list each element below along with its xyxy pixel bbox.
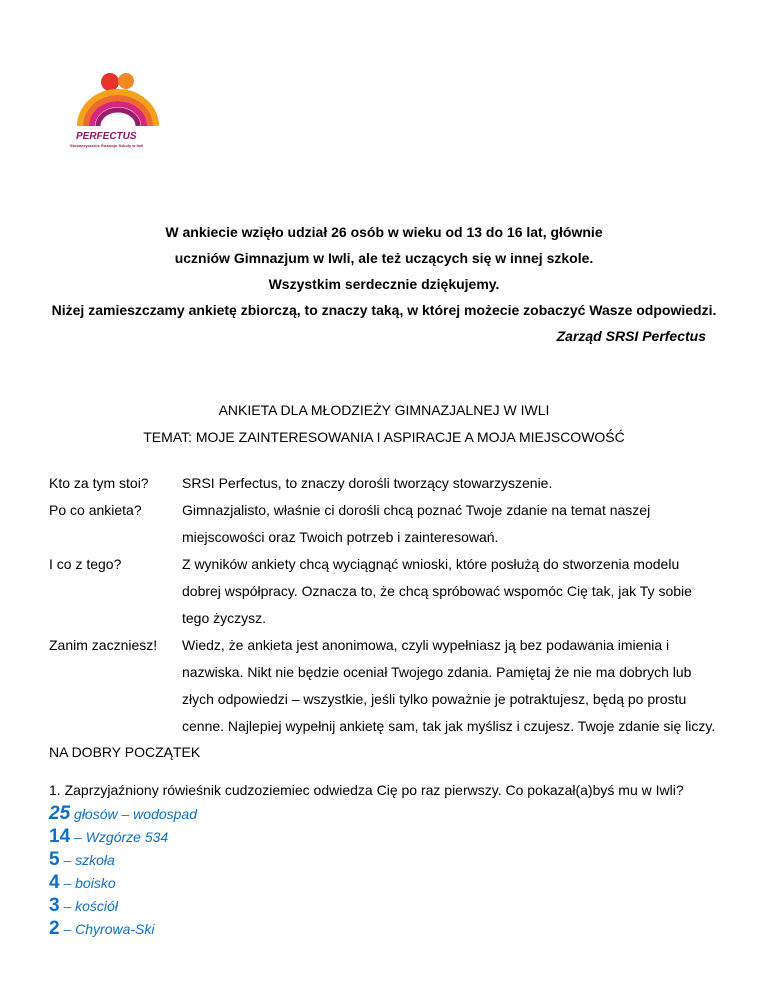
qa-question: Kto za tym stoi? — [49, 475, 149, 491]
answer-item — [49, 871, 197, 894]
answer-count: 14 — [49, 826, 71, 847]
qa-answer — [182, 497, 749, 551]
answer-item — [49, 802, 197, 825]
qa-row — [49, 470, 749, 497]
logo-subtitle: Stowarzyszenie Rozwoju Szkoły w Iwli — [70, 143, 143, 148]
answer-item — [49, 825, 197, 848]
answer-text: – boisko — [59, 875, 116, 891]
qa-answer — [182, 632, 749, 740]
survey-title: ANKIETA DLA MŁODZIEŻY GIMNAZJALNEJ W IWLI — [218, 402, 550, 418]
logo-graphic — [58, 68, 168, 158]
answer-item — [49, 848, 197, 871]
qa-row — [49, 632, 749, 740]
qa-answer-line: cenne. Najlepiej wypełnij ankietę sam, tak jak myślisz i czujesz. Twoje zdanie się liczy. — [182, 718, 716, 734]
survey-topic: TEMAT: MOJE ZAINTERESOWANIA I ASPIRACJE A MOJA MIEJSCOWOŚĆ — [143, 429, 625, 445]
qa-question: Zanim zaczniesz! — [49, 637, 158, 653]
answer-text: – szkoła — [59, 852, 115, 868]
answer-text: – kościół — [59, 898, 118, 914]
answer-count: 5 — [49, 849, 60, 870]
section-heading: NA DOBRY POCZĄTEK — [49, 744, 201, 760]
qa-answer-line: miejscowości oraz Twoich potrzeb i zainteresowań. — [182, 529, 499, 545]
answer-item — [49, 894, 197, 917]
qa-row — [49, 551, 749, 632]
perfectus-logo — [58, 68, 168, 158]
qa-answer — [182, 470, 749, 497]
answer-count: 2 — [49, 918, 60, 939]
qa-answer-line: Z wyników ankiety chcą wyciągnąć wnioski, które posłużą do stworzenia modelu — [182, 556, 680, 572]
answer-count: 3 — [49, 895, 60, 916]
qa-answer-line: Wiedz, że ankieta jest anonimowa, czyli wypełniasz ją bez podawania imienia i — [182, 637, 670, 653]
signature: Zarząd SRSI Perfectus — [556, 328, 706, 344]
qa-row — [49, 497, 749, 551]
answer-text: – Wzgórze 534 — [70, 829, 169, 845]
answer-item — [49, 917, 197, 940]
question-1: 1. Zaprzyjaźniony rówieśnik cudzoziemiec odwiedza Cię po raz pierwszy. Co pokazał(a)byś mu w Iwli? — [49, 782, 684, 798]
intro-block — [0, 219, 768, 349]
answers-list — [49, 802, 197, 940]
qa-answer-line: Gimnazjalisto, właśnie ci dorośli chcą poznać Twoje zdanie na temat naszej — [182, 502, 651, 518]
qa-answer-line: SRSI Perfectus, to znaczy dorośli tworzący stowarzyszenie. — [182, 475, 553, 491]
qa-answer-line: złych odpowiedzi – wszystkie, jeśli tylko poważnie je potraktujesz, będą po prostu — [182, 691, 687, 707]
answer-count: 25 — [49, 803, 71, 824]
qa-answer-line: tego życzysz. — [182, 610, 267, 626]
answer-count: 4 — [49, 872, 60, 893]
intro-line-4: Niżej zamieszczamy ankietę zbiorczą, to znaczy taką, w której możecie zobaczyć Wasze odpowiedzi. — [51, 302, 717, 318]
answer-text: głosów – wodospad — [70, 806, 198, 822]
answer-text: – Chyrowa-Ski — [59, 921, 155, 937]
qa-table — [49, 470, 749, 740]
logo-name: PERFECTUS — [76, 131, 137, 142]
qa-question: I co z tego? — [49, 556, 122, 572]
qa-answer-line: dobrej współpracy. Oznacza to, że chcą spróbować wspomóc Cię tak, jak Ty sobie — [182, 583, 692, 599]
intro-line-3: Wszystkim serdecznie dziękujemy. — [268, 276, 500, 292]
qa-answer-line: nazwiska. Nikt nie będzie oceniał Twojego zdania. Pamiętaj że nie ma dobrych lub — [182, 664, 692, 680]
qa-answer — [182, 551, 749, 632]
qa-question: Po co ankieta? — [49, 502, 142, 518]
intro-line-1: W ankiecie wzięło udział 26 osób w wieku od 13 do 16 lat, głównie — [165, 224, 603, 240]
intro-line-2: uczniów Gimnazjum w Iwli, ale też uczących się w innej szkole. — [174, 250, 594, 266]
